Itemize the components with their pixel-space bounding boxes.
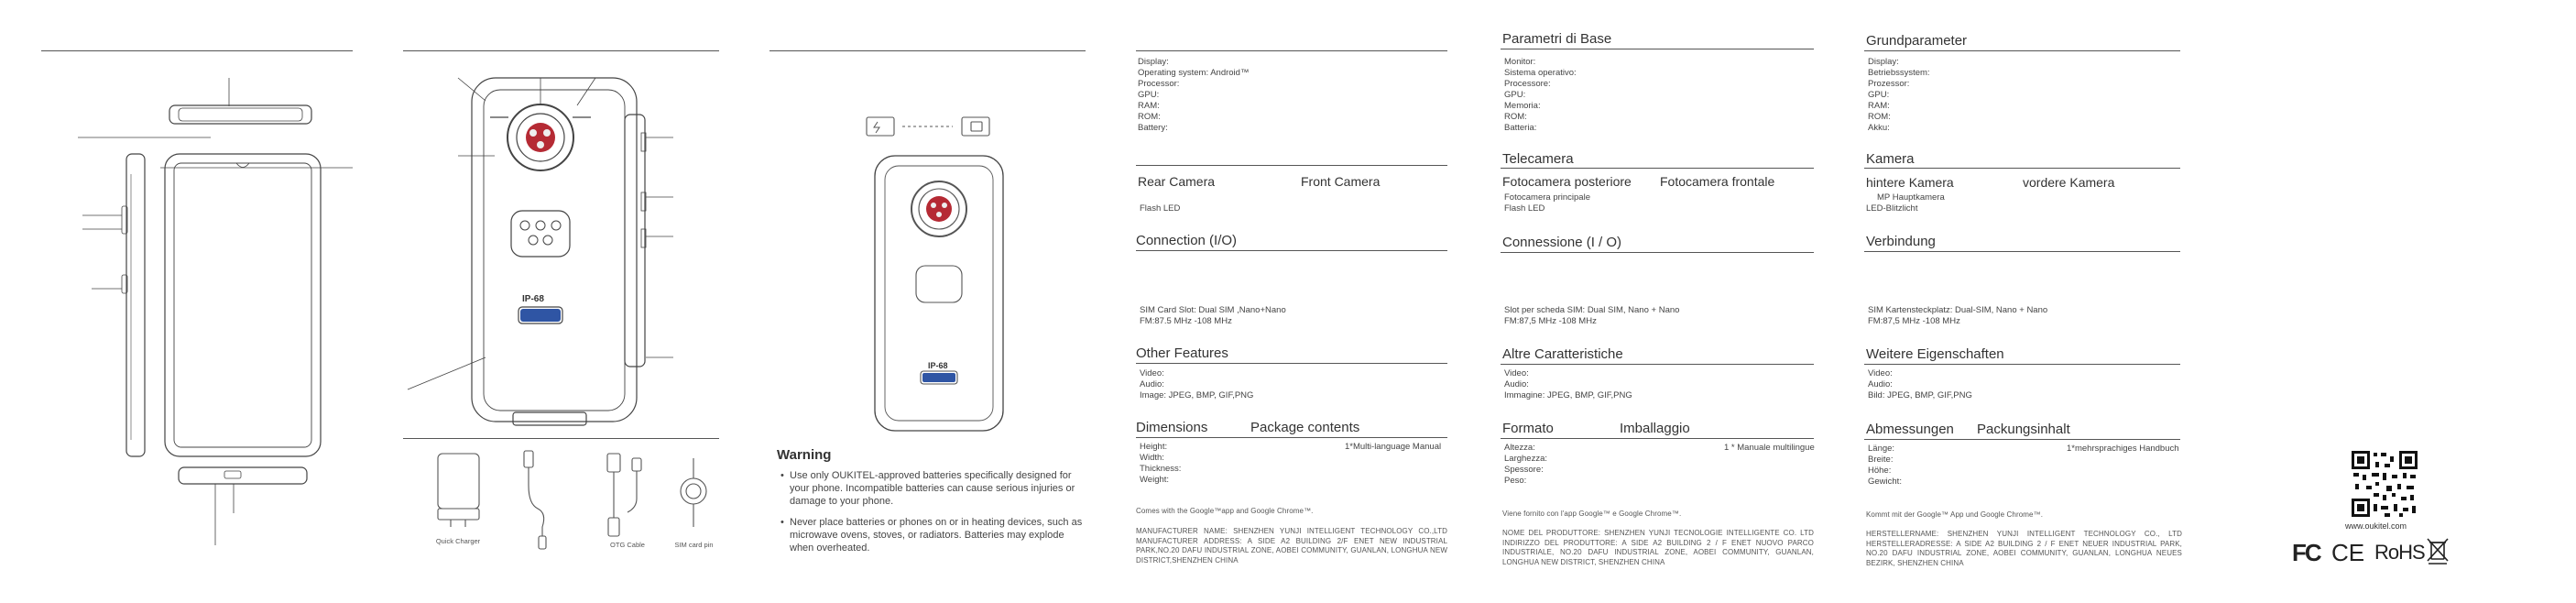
de-basic-list [1868,57,1930,134]
de-connection-list [1868,305,2047,327]
it-connection-list [1504,305,1679,327]
fc-mark: FC [2292,539,2320,566]
it-title: Parametri di Base [1502,31,1612,47]
en-other-item: Video: [1140,368,1164,378]
it-fm: FM:87,5 MHz -108 MHz [1504,316,1597,326]
de-abmessungen-title: Abmessungen [1866,422,1954,437]
en-rule-5 [1136,437,1447,438]
en-dims-list [1140,442,1181,486]
de-dim-item: Gewicht: [1868,477,1902,487]
warning-bullet: • Use only OUKITEL-approved batteries specifically designed for your phone. Incompatible batteries can cause serious injuries or damage to your phone. [780,469,1087,508]
de-basic-item: Display: [1868,57,1899,67]
rohs-mark: RoHS [2374,541,2425,564]
it-dim-item: Larghezza: [1504,454,1548,464]
de-package-title: Packungsinhalt [1977,422,2070,437]
de-title: Grundparameter [1866,33,1968,49]
it-other-item: Video: [1504,368,1529,378]
en-basic-item: GPU: [1138,90,1160,100]
de-connection-title: Verbindung [1866,234,1936,249]
ce-mark: CE [2331,539,2365,566]
ip68-label-panel3: IP-68 [928,361,948,370]
de-google-note: Kommt mit der Google™ App und Google Chrome™. [1866,510,2044,519]
de-basic-item: Prozessor: [1868,79,1910,89]
it-telecamera-title: Telecamera [1502,151,1574,167]
en-front-camera: Front Camera [1301,174,1381,189]
it-formato-title: Formato [1502,421,1554,436]
de-basic-item: RAM: [1868,101,1890,111]
it-dim-item: Peso: [1504,476,1527,486]
en-sim: SIM Card Slot: Dual SIM ,Nano+Nano [1140,305,1286,315]
de-basic-item: GPU: [1868,90,1890,100]
en-basic-item: Operating system: Android™ [1138,68,1250,78]
en-basic-item: ROM: [1138,112,1161,122]
de-top-rule [1864,50,2180,51]
de-fm: FM:87,5 MHz -108 MHz [1868,316,1960,326]
it-dim-item: Spessore: [1504,465,1544,475]
en-basic-item: Processor: [1138,79,1180,89]
de-manual: 1*mehrsprachiges Handbuch [2067,444,2179,454]
de-other-item: Video: [1868,368,1893,378]
en-connection-list [1140,305,1286,327]
de-manufacturer: HERSTELLERNAME: SHENZHEN YUNJI INTELLIGENT TECHNOLOGY CO., LTD HERSTELLERADRESSE: A SIDE A2 BUILDING 2 / F ENET NEUER INDUSTRIAL PARK, NO.20 DAFU INDUSTRIAL ZONE, AOBEI COMMUNITY, GUANLAN, LONGHUA NEUES BEZIRK, SHENZHEN CHINA [1866,530,2182,567]
de-basic-item: Betriebssystem: [1868,68,1930,78]
it-main-camera: Fotocamera principale [1504,192,1590,203]
it-google-note: Viene fornito con l'app Google™ e Google Chrome™. [1502,510,1682,518]
warning-title: Warning [777,447,832,463]
en-other-title: Other Features [1136,345,1228,361]
de-basic-item: Akku: [1868,123,1890,133]
en-dimensions-title: Dimensions [1136,420,1208,435]
en-top-rule [1136,50,1447,51]
en-dim-item: Width: [1140,453,1164,463]
it-basic-item: Monitor: [1504,57,1536,67]
en-manufacturer: MANUFACTURER NAME: SHENZHEN YUNJI INTELLIGENT TECHNOLOGY CO.,LTD MANUFACTURER ADDRESS: A SIDE A2 BUILDING 2/F ENET NEW INDUSTRIAL PARK,NO.20 DAFU INDUSTRIAL ZONE, AOBEI COMMUNITY, GUANLAN, LONGHUA NEW DISTRICT,SHENZHEN CHINA [1136,527,1447,565]
en-rear-camera: Rear Camera [1138,174,1216,189]
it-other-item: Audio: [1504,379,1529,389]
en-flash: Flash LED [1140,203,1181,214]
it-other-item: Immagine: JPEG, BMP, GIF,PNG [1504,390,1632,400]
weee-bin-icon [2426,537,2450,565]
it-basic-item: Processore: [1504,79,1551,89]
it-manual: 1 * Manuale multilingue [1724,443,1815,453]
en-basic-item: RAM: [1138,101,1160,111]
it-basic-item: Memoria: [1504,101,1541,111]
warning-bullet: • Never place batteries or phones on or in heating devices, such as microwave ovens, stoves, or radiators. Batteries may explode when overheated. [780,516,1087,554]
it-dim-item: Altezza: [1504,443,1535,453]
website-url: www.oukitel.com [2345,521,2407,531]
warning-text-2: Never place batteries or phones on or in heating devices, such as microwave ovens, stoves, or radiators. Batteries may explode when overheated. [790,517,1083,554]
en-basic-item: Display: [1138,57,1169,67]
it-basic-item: Batteria: [1504,123,1537,133]
de-rear-camera: hintere Kamera [1866,175,1954,190]
it-other-list [1504,368,1632,401]
it-basic-list [1504,57,1577,134]
it-rule-3 [1501,252,1814,253]
en-fm: FM:87.5 MHz -108 MHz [1140,316,1232,326]
de-dim-item: Höhe: [1868,466,1892,476]
ip68-label: IP-68 [522,294,544,304]
qr-code [2350,449,2419,519]
de-other-title: Weitere Eigenschaften [1866,346,2004,362]
it-other-title: Altre Caratteristiche [1502,346,1623,362]
de-other-item: Audio: [1868,379,1893,389]
en-dim-item: Height: [1140,442,1168,452]
en-dim-item: Weight: [1140,475,1170,485]
it-connection-title: Connessione (I / O) [1502,235,1622,250]
de-rule-3 [1864,251,2180,252]
de-basic-item: ROM: [1868,112,1891,122]
en-rule-2 [1136,165,1447,166]
accessory-label-charger: Quick Charger [435,537,481,545]
en-basic-item: Battery: [1138,123,1168,133]
de-rule-2 [1864,168,2180,169]
accessory-label-otg: OTG Cable [610,541,645,549]
en-other-list [1140,368,1253,401]
it-rule-4 [1501,364,1814,365]
en-dim-item: Thickness: [1140,464,1182,474]
de-rule-4 [1864,364,2180,365]
it-rule-5 [1501,438,1814,439]
de-sim: SIM Kartensteckplatz: Dual-SIM, Nano + Nano [1868,305,2048,315]
en-connection-title: Connection (I/O) [1136,233,1238,248]
it-rear-camera: Fotocamera posteriore [1502,174,1632,189]
it-basic-item: Sistema operativo: [1504,68,1577,78]
en-package-title: Package contents [1250,420,1360,435]
de-dim-item: Länge: [1868,444,1895,454]
it-dims-list [1504,443,1547,487]
en-manual: 1*Multi-language Manual [1345,442,1442,452]
it-rule-2 [1501,168,1814,169]
de-rule-5 [1864,439,2180,440]
en-other-item: Image: JPEG, BMP, GIF,PNG [1140,390,1254,400]
it-imballaggio-title: Imballaggio [1620,421,1690,436]
warning-text-1: Use only OUKITEL-approved batteries specifically designed for your phone. Incompatible batteries can cause serious injuries or damage to your phone. [790,470,1075,507]
it-sim: Slot per scheda SIM: Dual SIM, Nano + Nano [1504,305,1680,315]
de-dim-item: Breite: [1868,455,1894,465]
de-other-list [1868,368,1972,401]
accessory-label-sim-pin: SIM card pin [674,541,714,549]
de-flash: LED-Blitzlicht [1866,203,1918,214]
en-other-item: Audio: [1140,379,1164,389]
it-manufacturer: NOME DEL PRODUTTORE: SHENZHEN YUNJI TECNOLOGIE INTELLIGENTE CO. LTD INDIRIZZO DEL PRODUTTORE: A SIDE A2 BUILDING 2 / F ENET NUOVO PARCO INDUSTRIALE, NO.20 DAFU INDUSTRIAL ZONE, AOBEI COMMUNITY, GUANLAN, LONGHUA NEW DISTRICT, SHENZHEN CHINA [1502,529,1814,566]
en-google-note: Comes with the Google™app and Google Chrome™. [1136,507,1314,515]
it-camera-list [1504,192,1590,214]
it-basic-item: ROM: [1504,112,1527,122]
de-dims-list [1868,444,1902,488]
de-other-item: Bild: JPEG, BMP, GIF,PNG [1868,390,1972,400]
en-rule-3 [1136,250,1447,251]
en-basic-list [1138,57,1440,134]
de-front-camera: vordere Kamera [2023,175,2115,190]
it-front-camera: Fotocamera frontale [1660,174,1775,189]
it-flash: Flash LED [1504,203,1545,214]
de-main-camera: MP Hauptkamera [1877,192,1945,203]
en-rule-4 [1136,363,1447,364]
it-basic-item: GPU: [1504,90,1526,100]
de-kamera-title: Kamera [1866,151,1915,167]
charging-phone-illustration [0,0,1090,603]
